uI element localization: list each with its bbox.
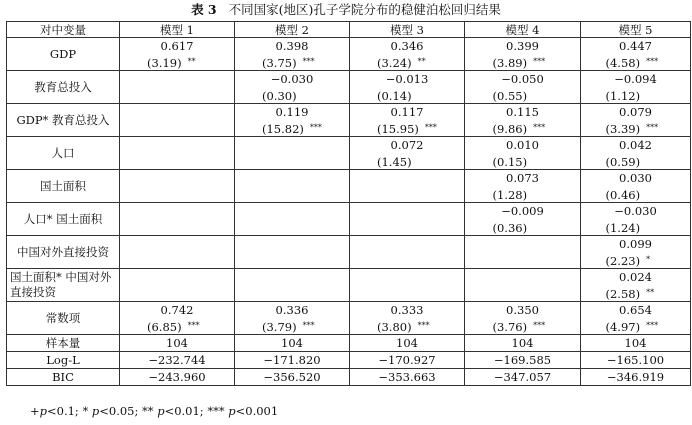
variable-label: 人口: [7, 137, 120, 170]
table-number: 表 3: [191, 2, 217, 17]
se-cell: [465, 252, 581, 269]
variable-label: 人口* 国土面积: [7, 203, 120, 236]
se-number: (4.97): [605, 319, 641, 334]
se-number: (4.58): [605, 55, 641, 70]
se-value: [147, 88, 207, 103]
se-cell: [465, 285, 581, 302]
se-value: [147, 286, 207, 301]
coef-row: [7, 236, 691, 253]
se-value: [147, 319, 207, 334]
coef-cell: 0.654: [581, 302, 691, 319]
se-number: (3.79): [262, 319, 297, 334]
header-cell: 对中变量: [7, 22, 120, 38]
header-cell: 模型 3: [350, 22, 465, 38]
se-cell: [235, 54, 350, 71]
se-cell: [235, 252, 350, 269]
summary-cell: −171.820: [235, 352, 350, 369]
coef-cell: 0.350: [465, 302, 581, 319]
coef-cell: [350, 203, 465, 220]
coef-cell: [235, 203, 350, 220]
se-number: (3.75): [262, 55, 297, 70]
summary-label: BIC: [7, 369, 120, 386]
coef-row: [7, 302, 691, 319]
se-cell: [581, 87, 691, 104]
se-value: [262, 88, 322, 103]
se-value: [606, 319, 666, 334]
se-value: [377, 319, 437, 334]
se-value: [377, 253, 437, 268]
se-cell: [350, 186, 465, 203]
se-value: [606, 55, 666, 70]
se-cell: [350, 318, 465, 335]
variable-label: 常数项: [7, 302, 120, 335]
se-value: [377, 187, 437, 202]
summary-cell: −232.744: [120, 352, 235, 369]
variable-label: 国土面积: [7, 170, 120, 203]
coef-cell: [120, 137, 235, 154]
coef-cell: [120, 104, 235, 121]
summary-cell: 104: [350, 335, 465, 352]
se-cell: [350, 87, 465, 104]
se-number: (2.23): [605, 253, 641, 268]
header-row: [7, 22, 691, 38]
coef-cell: 0.398: [235, 38, 350, 55]
summary-cell: −170.927: [350, 352, 465, 369]
se-cell: [465, 120, 581, 137]
coef-cell: [120, 236, 235, 253]
se-number: (15.95): [377, 121, 419, 136]
summary-row: [7, 335, 691, 352]
se-cell: [120, 252, 235, 269]
se-cell: [235, 87, 350, 104]
coef-cell: [350, 269, 465, 286]
coef-cell: −0.009: [465, 203, 581, 220]
se-cell: [120, 186, 235, 203]
significance-stars: ***: [417, 320, 430, 330]
se-cell: [581, 120, 691, 137]
se-cell: [120, 219, 235, 236]
se-cell: [465, 153, 581, 170]
se-cell: [581, 54, 691, 71]
se-number: (6.85): [147, 319, 182, 334]
significance-stars: **: [187, 56, 196, 66]
summary-cell: 104: [581, 335, 691, 352]
variable-label: 教育总投入: [7, 71, 120, 104]
se-value: [147, 154, 207, 169]
se-cell: [235, 120, 350, 137]
variable-label: GDP: [7, 38, 120, 71]
se-cell: [581, 219, 691, 236]
se-cell: [581, 318, 691, 335]
se-value: [262, 286, 322, 301]
significance-stars: ***: [302, 56, 315, 66]
se-value: [606, 121, 666, 136]
summary-cell: −165.100: [581, 352, 691, 369]
se-number: (3.39): [605, 121, 641, 136]
summary-cell: −169.585: [465, 352, 581, 369]
se-number: (0.46): [605, 187, 641, 202]
se-value: [606, 88, 666, 103]
significance-note: +p<0.1; * p<0.05; ** p<0.01; *** p<0.001: [30, 404, 279, 418]
summary-cell: −243.960: [120, 369, 235, 386]
se-cell: [120, 120, 235, 137]
se-number: (15.82): [262, 121, 304, 136]
coef-cell: −0.013: [350, 71, 465, 88]
se-value: [493, 286, 553, 301]
se-cell: [350, 153, 465, 170]
coef-row: [7, 269, 691, 286]
se-value: [493, 121, 553, 136]
se-number: (3.80): [377, 319, 412, 334]
se-cell: [235, 285, 350, 302]
se-number: (0.59): [605, 154, 641, 169]
se-value: [262, 220, 322, 235]
coef-cell: −0.030: [235, 71, 350, 88]
summary-cell: −346.919: [581, 369, 691, 386]
se-value: [377, 154, 437, 169]
se-value: [262, 319, 322, 334]
coef-cell: 0.010: [465, 137, 581, 154]
header-cell: 模型 1: [120, 22, 235, 38]
se-cell: [581, 285, 691, 302]
significance-stars: *: [646, 254, 651, 264]
coef-cell: [235, 137, 350, 154]
coef-cell: −0.050: [465, 71, 581, 88]
coef-cell: 0.073: [465, 170, 581, 187]
se-value: [606, 253, 666, 268]
se-value: [493, 154, 553, 169]
se-number: (1.12): [605, 88, 641, 103]
se-number: (0.30): [262, 88, 297, 103]
se-number: (3.19): [147, 55, 182, 70]
significance-stars: **: [417, 56, 426, 66]
se-number: (3.76): [492, 319, 528, 334]
se-value: [377, 220, 437, 235]
se-number: (2.58): [605, 286, 641, 301]
coef-cell: 0.030: [581, 170, 691, 187]
se-cell: [235, 153, 350, 170]
summary-row: [7, 352, 691, 369]
se-number: (9.86): [492, 121, 528, 136]
se-value: [606, 154, 666, 169]
variable-label: 中国对外直接投资: [7, 236, 120, 269]
se-cell: [465, 54, 581, 71]
se-value: [147, 253, 207, 268]
summary-label: Log-L: [7, 352, 120, 369]
coef-cell: −0.030: [581, 203, 691, 220]
coef-cell: [120, 170, 235, 187]
coef-cell: 0.336: [235, 302, 350, 319]
coef-cell: 0.024: [581, 269, 691, 286]
coef-cell: [235, 269, 350, 286]
coef-cell: [235, 170, 350, 187]
coef-cell: [350, 170, 465, 187]
se-number: (1.45): [377, 154, 412, 169]
coef-cell: 0.099: [581, 236, 691, 253]
se-value: [262, 154, 322, 169]
significance-stars: ***: [646, 320, 659, 330]
coef-cell: 0.117: [350, 104, 465, 121]
coef-cell: [120, 71, 235, 88]
coef-cell: 0.617: [120, 38, 235, 55]
se-number: (3.89): [492, 55, 528, 70]
se-value: [493, 88, 553, 103]
significance-stars: ***: [533, 320, 546, 330]
coef-row: [7, 38, 691, 55]
se-cell: [235, 318, 350, 335]
se-value: [493, 187, 553, 202]
se-cell: [465, 186, 581, 203]
significance-stars: ***: [424, 122, 437, 132]
se-cell: [120, 285, 235, 302]
coef-cell: 0.742: [120, 302, 235, 319]
header-cell: 模型 5: [581, 22, 691, 38]
se-value: [147, 220, 207, 235]
se-value: [377, 121, 437, 136]
summary-cell: 104: [235, 335, 350, 352]
summary-cell: 104: [465, 335, 581, 352]
se-value: [147, 121, 207, 136]
se-number: (0.14): [377, 88, 412, 103]
coef-cell: [120, 203, 235, 220]
coef-row: [7, 170, 691, 187]
se-number: (0.55): [492, 88, 528, 103]
variable-label: GDP* 教育总投入: [7, 104, 120, 137]
se-value: [377, 88, 437, 103]
table-body: [7, 38, 691, 386]
significance-stars: **: [646, 287, 655, 297]
coef-row: [7, 71, 691, 88]
se-cell: [120, 153, 235, 170]
summary-cell: 104: [120, 335, 235, 352]
se-value: [262, 187, 322, 202]
significance-stars: ***: [533, 56, 546, 66]
se-cell: [235, 186, 350, 203]
se-number: (1.24): [605, 220, 641, 235]
significance-stars: ***: [302, 320, 315, 330]
coef-row: [7, 203, 691, 220]
coef-row: [7, 104, 691, 121]
summary-cell: −353.663: [350, 369, 465, 386]
se-value: [377, 286, 437, 301]
summary-cell: −356.520: [235, 369, 350, 386]
coef-row: [7, 137, 691, 154]
coef-cell: [465, 269, 581, 286]
summary-row: [7, 369, 691, 386]
header-cell: 模型 2: [235, 22, 350, 38]
se-cell: [350, 54, 465, 71]
se-cell: [581, 186, 691, 203]
se-number: (0.36): [492, 220, 528, 235]
significance-stars: ***: [646, 56, 659, 66]
se-cell: [350, 219, 465, 236]
table-title: 不同国家(地区)孔子学院分布的稳健泊松回归结果: [228, 2, 501, 17]
coef-cell: [350, 236, 465, 253]
se-number: (0.15): [492, 154, 528, 169]
significance-stars: ***: [187, 320, 200, 330]
se-cell: [235, 219, 350, 236]
coef-cell: 0.346: [350, 38, 465, 55]
summary-label: 样本量: [7, 335, 120, 352]
variable-label: 国土面积* 中国对外直接投资: [7, 269, 120, 302]
coef-cell: −0.094: [581, 71, 691, 88]
significance-stars: ***: [646, 122, 659, 132]
se-cell: [350, 285, 465, 302]
se-value: [493, 55, 553, 70]
header-cell: 模型 4: [465, 22, 581, 38]
se-value: [147, 55, 207, 70]
coef-cell: [465, 236, 581, 253]
se-value: [147, 187, 207, 202]
se-value: [377, 55, 437, 70]
se-value: [493, 220, 553, 235]
coef-cell: 0.072: [350, 137, 465, 154]
se-cell: [465, 318, 581, 335]
coef-cell: 0.119: [235, 104, 350, 121]
coef-cell: [120, 269, 235, 286]
se-cell: [465, 87, 581, 104]
se-cell: [581, 153, 691, 170]
se-cell: [350, 120, 465, 137]
se-cell: [120, 87, 235, 104]
se-cell: [350, 252, 465, 269]
se-number: (1.28): [492, 187, 528, 202]
coef-cell: 0.042: [581, 137, 691, 154]
summary-cell: −347.057: [465, 369, 581, 386]
table-caption: [0, 0, 692, 20]
significance-stars: ***: [533, 122, 546, 132]
se-cell: [120, 318, 235, 335]
coef-cell: 0.079: [581, 104, 691, 121]
se-value: [262, 121, 322, 136]
se-cell: [581, 252, 691, 269]
se-value: [262, 55, 322, 70]
regression-table: [6, 21, 691, 386]
se-value: [493, 319, 553, 334]
se-value: [262, 253, 322, 268]
coef-cell: 0.447: [581, 38, 691, 55]
se-cell: [465, 219, 581, 236]
se-cell: [120, 54, 235, 71]
significance-stars: ***: [309, 122, 322, 132]
se-value: [606, 286, 666, 301]
se-value: [606, 187, 666, 202]
coef-cell: 0.115: [465, 104, 581, 121]
coef-cell: [235, 236, 350, 253]
coef-cell: 0.399: [465, 38, 581, 55]
se-value: [606, 220, 666, 235]
se-value: [493, 253, 553, 268]
se-number: (3.24): [377, 55, 412, 70]
coef-cell: 0.333: [350, 302, 465, 319]
